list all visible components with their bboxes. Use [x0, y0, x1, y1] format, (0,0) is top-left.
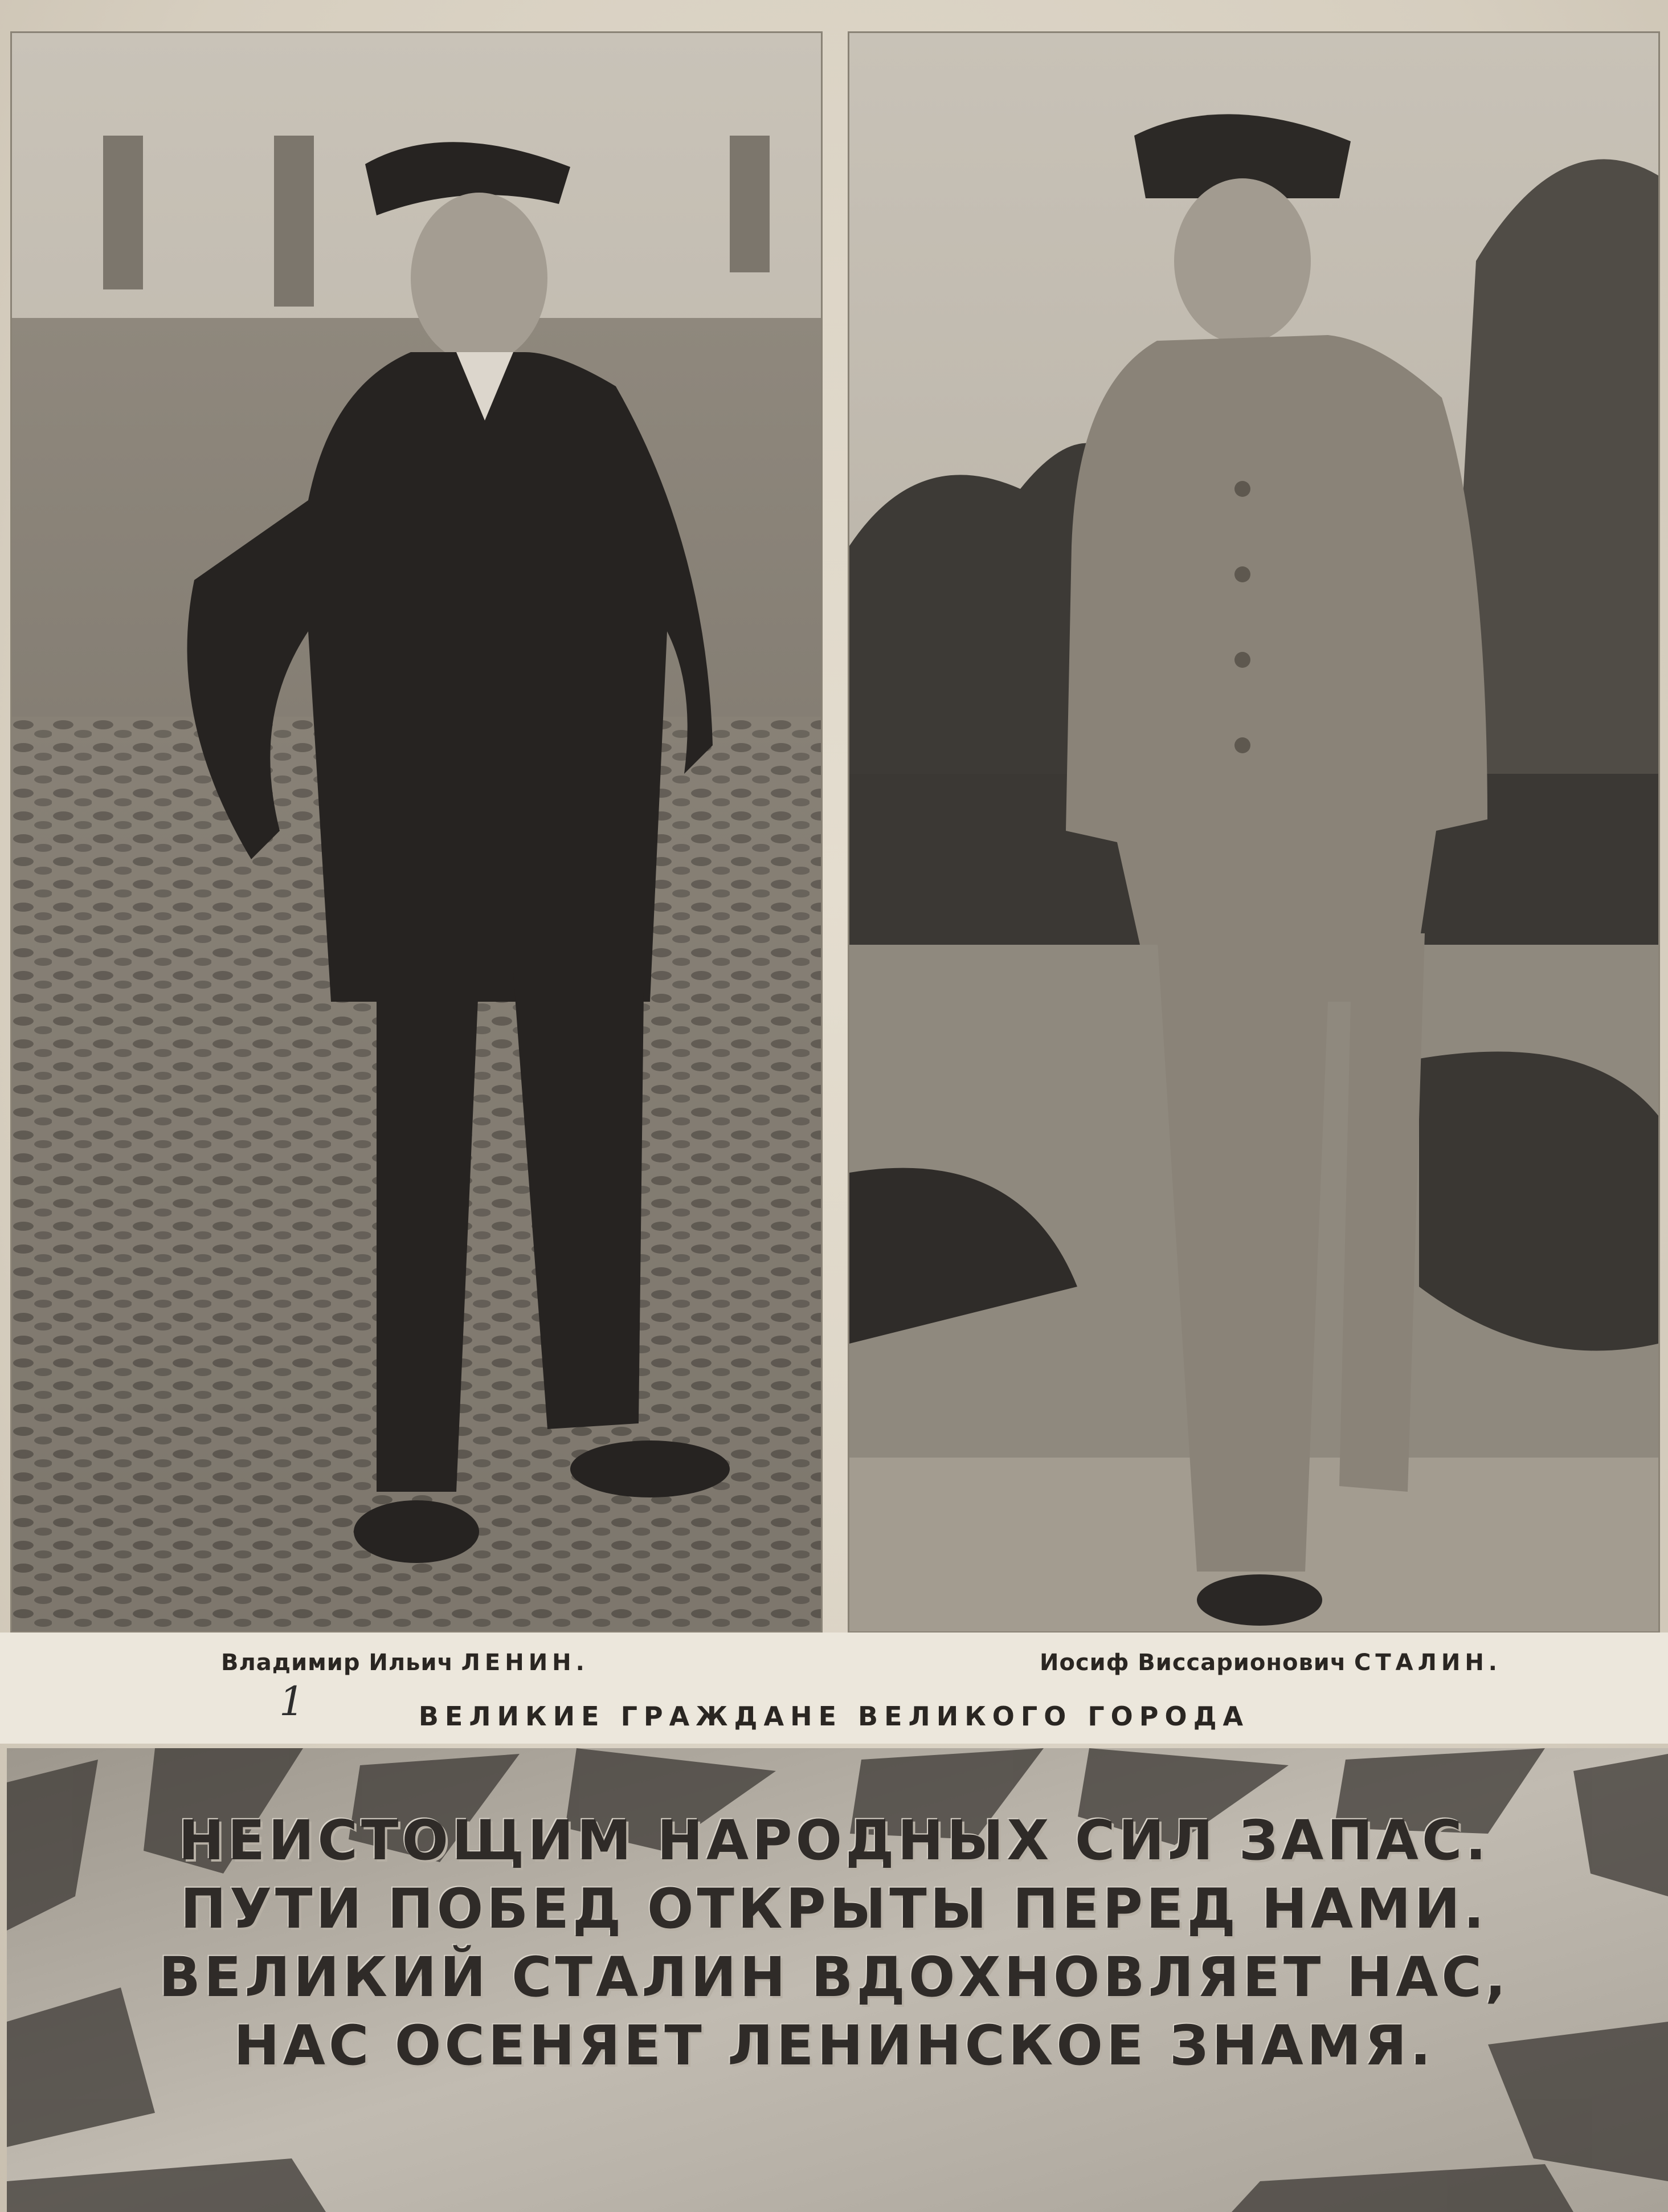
verse-line-2: ПУТИ ПОБЕД ОТКРЫТЫ ПЕРЕД НАМИ.: [180, 1877, 1488, 1941]
verse-line-3: ВЕЛИКИЙ СТАЛИН ВДОХНОВЛЯЕТ НАС,: [158, 1945, 1510, 2009]
photo-stalin: [848, 31, 1660, 1633]
caption-stalin-surname: СТАЛИН.: [1354, 1650, 1502, 1676]
verse-line-1: НЕИСТОЩИМ НАРОДНЫХ СИЛ ЗАПАС.: [178, 1809, 1490, 1872]
page-headline: ВЕЛИКИЕ ГРАЖДАНЕ ВЕЛИКОГО ГОРОДА: [418, 1701, 1250, 1732]
caption-stalin: [1040, 1650, 1502, 1676]
verse-block: [0, 1806, 1668, 2080]
photo-lenin: [10, 31, 823, 1633]
verse-line-4: НАС ОСЕНЯЕТ ЛЕНИНСКОЕ ЗНАМЯ.: [234, 2014, 1434, 2078]
caption-lenin: [221, 1650, 589, 1676]
caption-stalin-given-names: Иосиф Виссарионович: [1040, 1650, 1347, 1676]
caption-lenin-surname: ЛЕНИН.: [461, 1650, 589, 1676]
photo-stalin-image: [849, 33, 1658, 1631]
handwritten-page-mark: 1: [279, 1678, 305, 1725]
photo-lenin-image: [12, 33, 821, 1631]
caption-lenin-given-names: Владимир Ильич: [221, 1650, 453, 1676]
